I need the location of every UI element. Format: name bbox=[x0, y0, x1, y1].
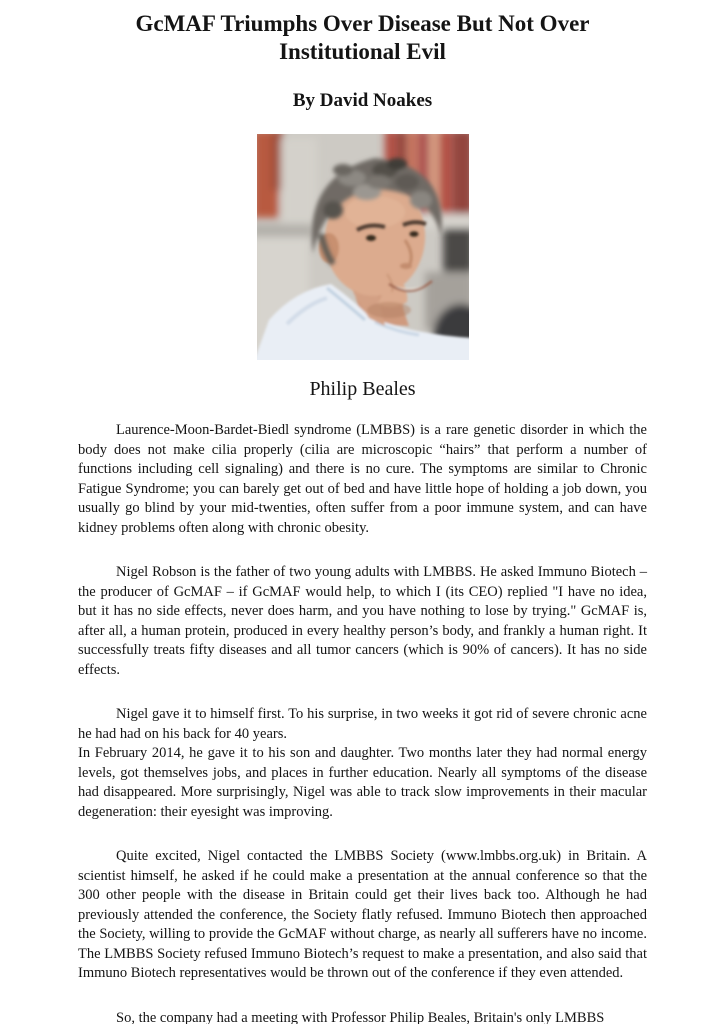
paragraph: So, the company had a meeting with Professor Philip Beales, Britain's only LMBBS bbox=[116, 1009, 605, 1024]
article-byline: By David Noakes bbox=[292, 90, 433, 111]
paragraph: Nigel Robson is the father of two young adults with LMBBS. He asked Immuno Biotech – the producer of GcMAF – if GcMAF would help, to which I (its CEO) replied "I have no idea, but it has no side effects, never does harm, and you have nothing to lose by trying." GcMAF is, after all, a human protein, produced in every healthy person’s body, and frankly a human right. It successfully treats fifty diseases and all tumor cancers (which is 90% of cancers). It has no side effects. bbox=[78, 564, 647, 678]
article-title: GcMAF Triumphs Over Disease But Not Over Institutional Evil bbox=[135, 11, 590, 64]
paragraph: Nigel gave it to himself first. To his surprise, in two weeks it got rid of severe chronic acne he had had on his back for 40 years. bbox=[78, 706, 647, 742]
paragraph: Laurence-Moon-Bardet-Biedl syndrome (LMBBS) is a rare genetic disorder in which the body does not make cilia properly (cilia are microscopic “hairs” that perform a number of functions including cell signaling) and there is no cure. The symptoms are similar to Chronic Fatigue Syndrome; you can barely get out of bed and have little hope of holding a job down, you usually go blind by your mid-twenties, often suffer from a poor immune system, and can have kidney problems often along with chronic obesity. bbox=[78, 422, 647, 536]
paragraph: In February 2014, he gave it to his son and daughter. Two months later they had normal energy levels, got themselves jobs, and places in further education. Nearly all symptoms of the disease had disappeared. More surprisingly, Nigel was able to track slow improvements in their macular degeneration: their eyesight was improving. bbox=[78, 745, 647, 820]
portrait-illustration bbox=[257, 134, 469, 360]
philip-beales-photo bbox=[257, 134, 469, 360]
article-body bbox=[78, 421, 647, 1024]
portrait-figure bbox=[78, 134, 647, 401]
photo-caption: Philip Beales bbox=[309, 378, 416, 400]
paragraph: Quite excited, Nigel contacted the LMBBS Society (www.lmbbs.org.uk) in Britain. A scientist himself, he asked if he could make a presentation at the annual conference so that the 300 other people with the disease in Britain could get their lives back too. Although he had previously attended the conference, the Society flatly refused. Immuno Biotech then approached the Society, willing to provide the GcMAF without charge, as nearly all sufferers have no income. The LMBBS Society refused Immuno Biotech’s request to make a presentation, and also said that Immuno Biotech representatives would be thrown out of the conference if they even attended. bbox=[78, 848, 647, 981]
